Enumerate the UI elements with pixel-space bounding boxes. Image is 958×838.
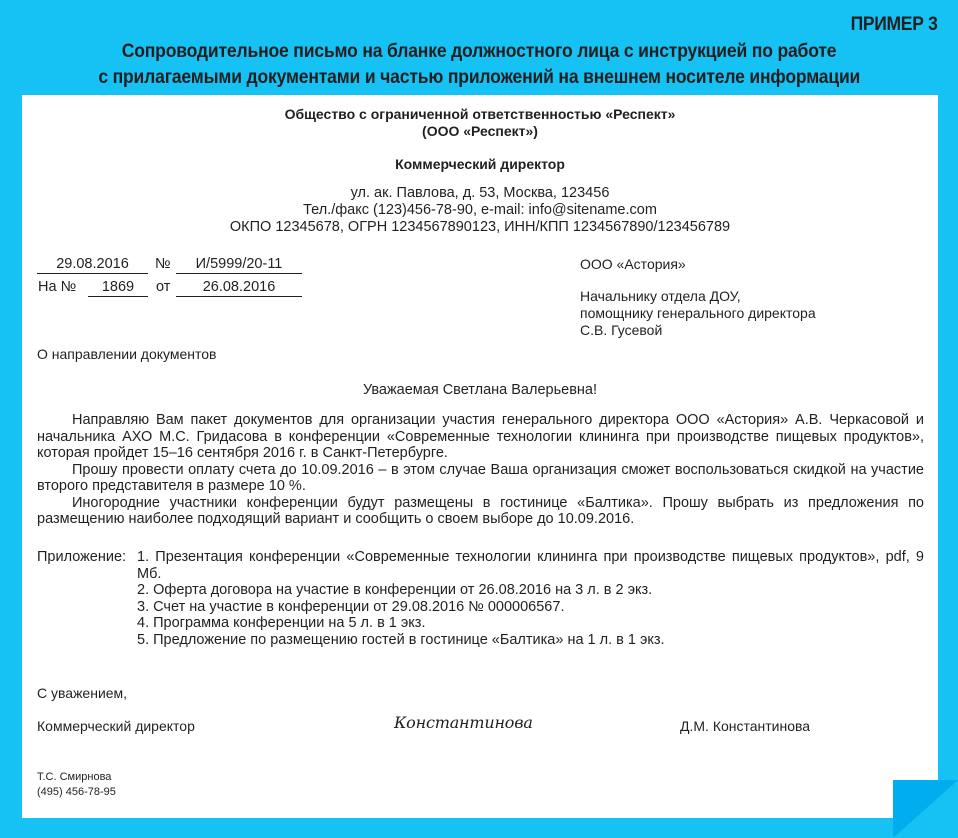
outgoing-number: И/5999/20-11	[176, 256, 302, 274]
number-label: №	[155, 256, 171, 272]
body-paragraph: Направляю Вам пакет документов для организации участия генерального директора ООО «Астория» А.В. Черкасовой и начальника АХО М.С. Гридасова в конференции «Современные технологии клининга при производстве пищевых продуктов», которая пройдет 15–16 сентября 2016 г. в Санкт-Петербурге.	[37, 412, 924, 461]
outgoing-date: 29.08.2016	[37, 256, 148, 274]
registration-row-reference	[0, 279, 400, 297]
banner-title-line-1: Сопроводительное письмо на бланке должностного лица с инструкцией по работе	[121, 40, 837, 62]
org-address: ул. ак. Павлова, д. 53, Москва, 123456	[350, 185, 610, 201]
letter-subject: О направлении документов	[37, 346, 217, 362]
recipient-line-1: Начальнику отдела ДОУ,	[580, 288, 741, 304]
body-paragraph: Прошу провести оплату счета до 10.09.2016 – в этом случае Ваша организация сможет воспользоваться скидкой на участие второго представителя в размере 10 %.	[37, 461, 924, 494]
executor-name: Т.С. Смирнова	[37, 771, 112, 783]
attachment-item: 5. Предложение по размещению гостей в гостинице «Балтика» на 1 л. в 1 экз.	[137, 631, 665, 648]
reference-date: 26.08.2016	[176, 279, 302, 297]
org-contacts: Тел./факс (123)456-78-90, e-mail: info@sitename.com	[303, 202, 657, 218]
page-fold-corner	[893, 780, 958, 838]
sender-position: Коммерческий директор	[395, 156, 565, 172]
handwritten-signature: Константинова	[394, 713, 533, 732]
recipient-line-3: С.В. Гусевой	[580, 322, 663, 338]
example-label: ПРИМЕР 3	[850, 14, 938, 35]
org-full-name: Общество с ограниченной ответственностью «Респект»	[284, 106, 676, 122]
reference-number-label: На №	[38, 279, 77, 295]
recipient-line-2: помощнику генерального директора	[580, 305, 816, 321]
signer-position: Коммерческий директор	[37, 718, 195, 734]
attachment-item: 2. Оферта договора на участие в конференции от 26.08.2016 на 3 л. в 2 экз.	[137, 582, 653, 598]
reference-from-label: от	[156, 279, 171, 295]
registration-row-outgoing	[0, 256, 400, 274]
attachments-label: Приложение:	[37, 549, 127, 565]
closing-phrase: С уважением,	[37, 685, 128, 701]
reference-number: 1869	[88, 279, 148, 297]
body-paragraph: Иногородние участники конференции будут размещены в гостинице «Балтика». Прошу выбрать из предложения по размещению наиболее подходящий вариант и сообщить о своем выборе до 10.09.2016.	[37, 494, 924, 527]
attachment-item: 4. Программа конференции на 5 л. в 1 экз.	[137, 615, 426, 631]
banner-title-line-2: с прилагаемыми документами и частью приложений на внешнем носителе информации	[98, 66, 860, 88]
recipient-org: ООО «Астория»	[580, 256, 686, 272]
letter-greeting: Уважаемая Светлана Валерьевна!	[362, 382, 598, 398]
signer-name: Д.М. Константинова	[680, 718, 811, 734]
executor-block	[37, 770, 116, 800]
executor-phone: (495) 456-78-95	[37, 786, 116, 798]
attachment-item: 1. Презентация конференции «Современные технологии клининга при производстве пищевых продуктов», pdf, 9 Мб.	[137, 549, 924, 582]
letter-body	[37, 412, 924, 528]
attachments-list	[137, 549, 924, 648]
attachment-item: 3. Счет на участие в конференции от 29.08.2016 № 000006567.	[137, 598, 565, 615]
org-short-name: (ООО «Респект»)	[422, 123, 538, 139]
org-codes: ОКПО 12345678, ОГРН 1234567890123, ИНН/КПП 1234567890/123456789	[229, 219, 731, 235]
